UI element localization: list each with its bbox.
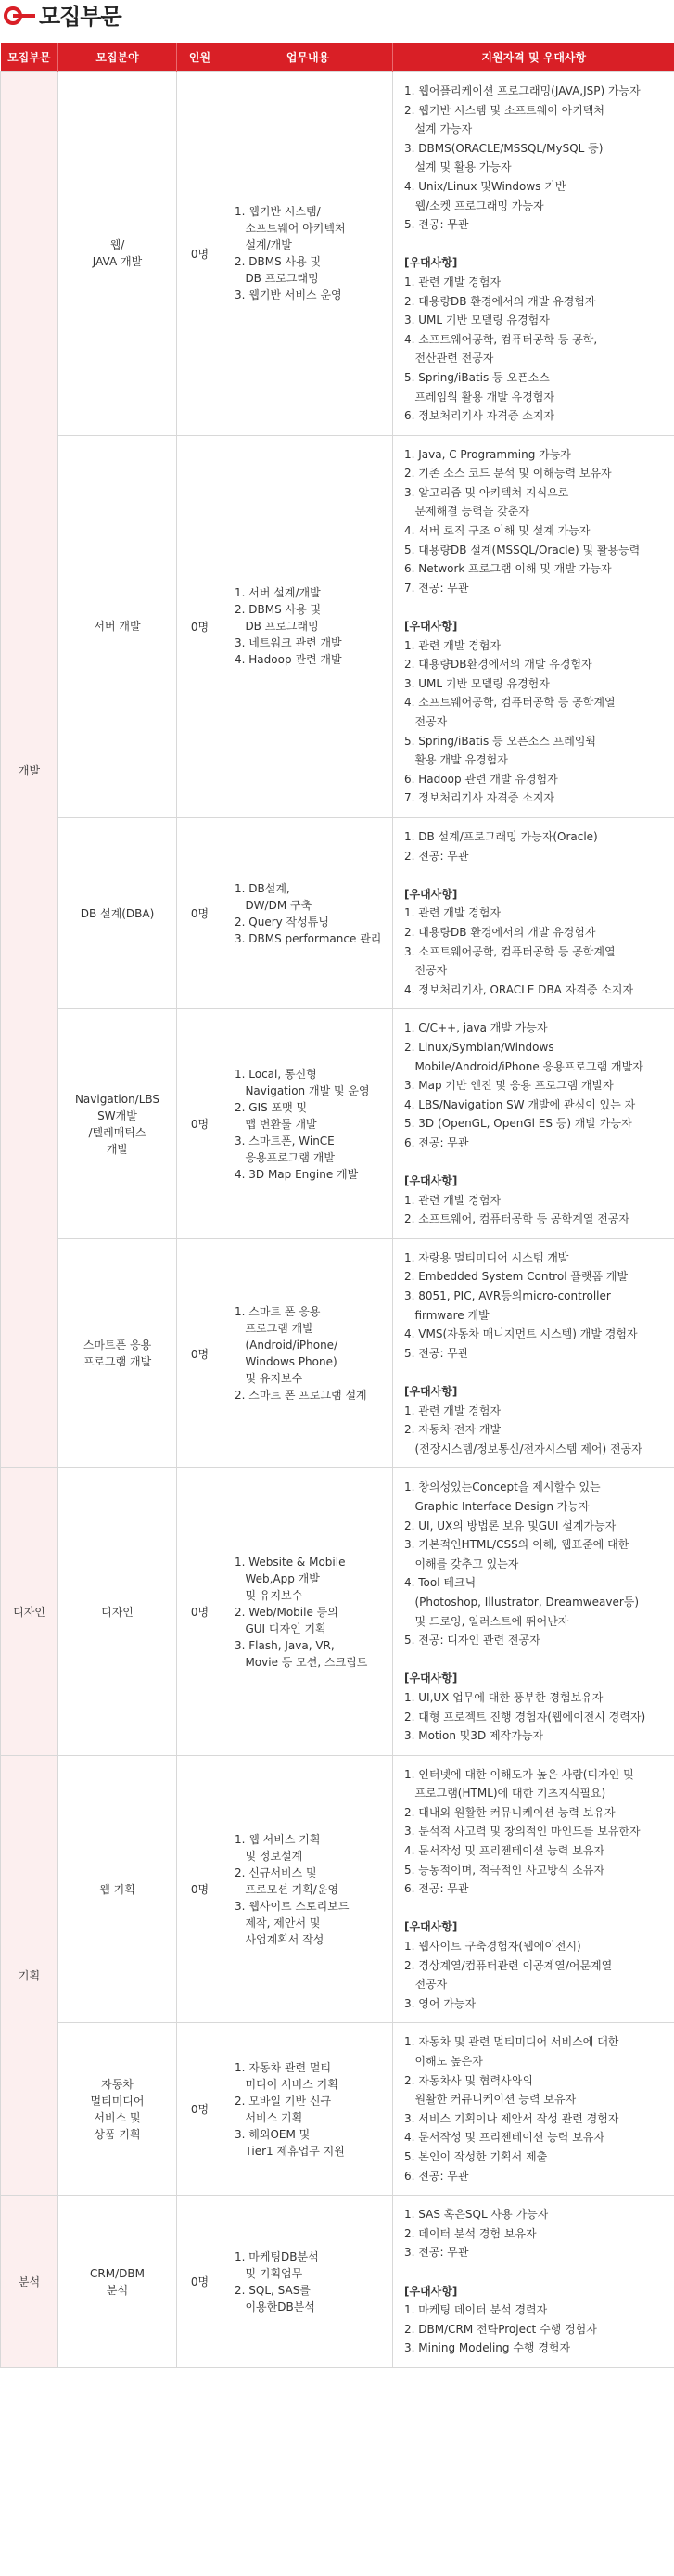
qualification-line: (Photoshop, Illustrator, Dreamweaver등) [404,1595,640,1608]
duty-line: 및 정보설계 [235,1849,303,1863]
table-row [1,1009,674,1239]
table-row [1,817,674,1008]
qualification-line: 1. 관련 개발 경험자 [404,638,502,652]
qualification-line: 6. 전공: 무관 [404,1135,469,1149]
headcount-cell: 0명 [177,435,223,817]
qualification-line: 1. 인터넷에 대한 이해도가 높은 사람(디자인 및 [404,1767,634,1781]
qualification-line: 3. UML 기반 모델링 유경험자 [404,314,550,327]
qualification-line: 6. Network 프로그램 이해 및 개발 가능자 [404,562,612,576]
field-line: 웹/ [109,238,125,252]
duties-cell [223,72,393,436]
qualification-line: 7. 정보처리기사 자격증 소지자 [404,791,554,805]
qualification-line: 프로그램(HTML)에 대한 기초지식필요) [404,1787,606,1801]
qualification-line: 1. 웹어플리케이션 프로그래밍(JAVA,JSP) 가능자 [404,84,641,97]
field-line: JAVA 개발 [92,255,143,269]
duty-line: 사업계획서 작성 [235,1932,324,1946]
section-header [0,0,674,43]
qualification-line: 1. 관련 개발 경험자 [404,1193,502,1207]
field-line: 멀티미디어 [90,2094,145,2108]
qualification-line: 2. 대용량DB 환경에서의 개발 유경험자 [404,294,596,308]
category-cell: 개발 [1,72,58,1468]
duty-line: 2. 스마트 폰 프로그램 설계 [235,1389,367,1403]
qualification-line: 2. DBM/CRM 전략Project 수행 경험자 [404,2322,597,2336]
duty-line: 및 유지보수 [235,1372,303,1386]
qualification-line: 1. 관련 개발 경험자 [404,906,502,920]
qualification-line: 1. 웹사이트 구축경험자(웹에이전시) [404,1940,581,1954]
qualification-line: 1. 창의성있는Concept을 제시할수 있는 [404,1480,601,1494]
qualification-line: (전장시스템/정보통신/전자시스템 제어) 전공자 [404,1442,642,1455]
headcount-cell: 0명 [177,1009,223,1239]
qualification-line: 설계 가능자 [404,122,473,136]
qualification-line: 프레임웍 활용 개발 유경험자 [404,390,554,404]
category-cell: 디자인 [1,1468,58,1755]
qualifications-cell [393,1755,674,2023]
qualifications-cell [393,1009,674,1239]
duty-line: 이용한DB분석 [235,2300,315,2313]
qualification-line: 전공자 [404,1978,448,1992]
qualification-line: 2. 기존 소스 코드 분석 및 이해능력 보유자 [404,467,612,481]
duty-line: 1. 웹 서비스 기획 [235,1832,321,1846]
headcount-cell: 0명 [177,817,223,1008]
qualifications-cell [393,72,674,436]
headcount-cell: 0명 [177,2023,223,2196]
category-cell: 기획 [1,1755,58,2195]
field-line: 웹 기획 [99,1882,135,1896]
category-cell: 분석 [1,2196,58,2368]
qualification-line [404,1152,665,1172]
col-header-category: 모집부문 [1,43,58,72]
field-cell [58,1755,177,2023]
table-body [1,72,674,2368]
duty-line: Movie 등 모션, 스크립트 [235,1655,368,1669]
qualification-line: 3. Mining Modeling 수행 경험자 [404,2341,571,2355]
table-row [1,2023,674,2196]
duty-line: (Android/iPhone/ [235,1339,338,1352]
qualification-line: 6. Hadoop 관련 개발 유경험자 [404,772,558,786]
duty-line: 1. 웹기반 시스템/ [235,205,321,219]
duty-line: 소프트웨어 아키텍처 [235,222,346,236]
qualification-line: 3. 기본적인HTML/CSS의 이해, 웹표준에 대한 [404,1538,629,1552]
qualification-line: 4. LBS/Navigation SW 개발에 관심이 있는 자 [404,1097,636,1111]
table-row [1,72,674,436]
preferred-heading: [우대사항] [404,1174,458,1188]
col-header-qualifications: 지원자격 및 우대사항 [393,43,674,72]
col-header-count: 인원 [177,43,223,72]
qualification-line: Mobile/Android/iPhone 응용프로그램 개발자 [404,1059,643,1073]
duty-line: Web,App 개발 [235,1571,320,1585]
qualification-line: 3. 분석적 사고력 및 창의적인 마인드를 보유한자 [404,1825,641,1839]
duty-line: 2. 신규서비스 및 [235,1865,317,1879]
qualification-line: 4. 소프트웨어공학, 컴퓨터공학 등 공학계열 [404,696,616,710]
qualification-line: 1. SAS 혹은SQL 사용 가능자 [404,2208,549,2222]
qualification-line: 2. 전공: 무관 [404,849,469,863]
preferred-heading: [우대사항] [404,1672,458,1685]
table-row [1,2196,674,2368]
page-title: 모집부문 [39,4,121,30]
field-cell [58,72,177,436]
table-row [1,1468,674,1755]
duty-line: 2. DBMS 사용 및 [235,255,322,269]
qualification-line [404,2262,665,2282]
headcount-cell: 0명 [177,2196,223,2368]
duty-line: 4. Hadoop 관련 개발 [235,653,342,667]
qualification-line: 1. 관련 개발 경험자 [404,275,502,288]
duties-cell [223,435,393,817]
qualification-line: 3. DBMS(ORACLE/MSSQL/MySQL 등) [404,141,604,155]
duties-cell [223,1238,393,1468]
qualification-line: 5. Spring/iBatis 등 오픈소스 [404,370,550,384]
duty-line: 미디어 서비스 기획 [235,2077,338,2091]
col-header-field: 모집분야 [58,43,177,72]
qualifications-cell [393,2023,674,2196]
duty-line: 3. DBMS performance 관리 [235,931,382,945]
duty-line: 1. 자동차 관련 멀티 [235,2060,332,2074]
duty-line: 및 유지보수 [235,1588,303,1602]
qualification-line: 4. 서버 로직 구조 이해 및 설계 가능자 [404,524,591,538]
qualification-line: 3. 8051, PIC, AVR등의micro-controller [404,1289,611,1303]
qualification-line: 3. 알고리즘 및 아키텍쳐 지식으로 [404,485,569,499]
duty-line: 3. 스마트폰, WinCE [235,1134,335,1147]
duty-line: 2. Query 작성튜닝 [235,915,329,929]
duty-line: 3. 웹기반 서비스 운영 [235,288,342,302]
duty-line: 3. 웹사이트 스토리보드 [235,1899,350,1913]
field-cell [58,2196,177,2368]
qualification-line: 1. DB 설계/프로그래밍 가능자(Oracle) [404,829,598,843]
preferred-heading: [우대사항] [404,2284,458,2298]
headcount-cell: 0명 [177,72,223,436]
qualification-line: 5. 전공: 무관 [404,1346,469,1360]
qualification-line [404,1899,665,1918]
qualification-line: 4. 소프트웨어공학, 컴퓨터공학 등 공학, [404,332,598,346]
field-line: 서버 개발 [94,620,141,634]
qualification-line: 2. 대내외 원활한 커뮤니케이션 능력 보유자 [404,1805,616,1819]
table-row [1,1238,674,1468]
qualification-line: 문제해결 능력을 갖춘자 [404,505,529,519]
field-cell [58,1238,177,1468]
recruitment-table [0,43,674,2368]
qualification-line: 2. 웹기반 시스템 및 소프트웨어 아키텍처 [404,103,604,117]
qualification-line: 5. 전공: 디자인 관련 전공자 [404,1634,540,1647]
qualification-line: 3. Map 기반 엔진 및 응용 프로그램 개발자 [404,1079,614,1093]
qualification-line: 5. 능동적이며, 적극적인 사고방식 소유자 [404,1863,604,1877]
qualification-line: 3. UML 기반 모델링 유경험자 [404,676,550,690]
preferred-heading: [우대사항] [404,1920,458,1934]
duty-line: 4. 3D Map Engine 개발 [235,1167,359,1181]
table-row [1,435,674,817]
qualification-line: 1. C/C++, java 개발 가능자 [404,1021,548,1035]
qualification-line: 2. 소프트웨어, 컴퓨터공학 등 공학계열 전공자 [404,1212,629,1226]
qualification-line: 전산관련 전공자 [404,352,494,365]
duty-line: 3. 해외OEM 및 [235,2127,311,2141]
duty-line: Tier1 제휴업무 지원 [235,2144,345,2158]
qualification-line: 2. 대용량DB환경에서의 개발 유경험자 [404,658,592,672]
qualification-line: 2. Embedded System Control 플랫폼 개발 [404,1270,629,1284]
qualification-line: 2. 대형 프로젝트 진행 경험자(웹에이전시 경력자) [404,1710,646,1724]
qualification-line: 1. Java, C Programming 가능자 [404,447,571,461]
qualification-line: 3. Motion 및3D 제작가능자 [404,1729,544,1743]
duty-line: 맵 변환툴 개발 [235,1117,317,1131]
col-header-duties: 업무내용 [223,43,393,72]
duty-line: Navigation 개발 및 운영 [235,1083,370,1097]
duties-cell [223,1468,393,1755]
preferred-heading: [우대사항] [404,887,458,901]
preferred-heading: [우대사항] [404,1385,458,1398]
qualification-line: 활용 개발 유경험자 [404,753,508,767]
qualification-line: 3. 서비스 기획이나 제안서 작성 관련 경험자 [404,2111,619,2125]
duty-line: 프로모션 기획/운영 [235,1882,339,1896]
qualification-line: 1. 자랑용 멀티미디어 시스템 개발 [404,1250,569,1264]
qualification-line: 원활한 커뮤니케이션 능력 보유자 [404,2093,577,2107]
qualification-line: 1. 관련 개발 경험자 [404,1403,502,1417]
duty-line: Windows Phone) [235,1355,337,1369]
qualification-line: 4. 정보처리기사, ORACLE DBA 자격증 소지자 [404,982,634,996]
field-cell [58,817,177,1008]
qualification-line: firmware 개발 [404,1308,490,1322]
field-line: SW개발 [97,1109,137,1122]
qualification-line [404,1363,665,1382]
field-cell [58,1009,177,1239]
field-line: Navigation/LBS [74,1092,160,1106]
qualification-line: 4. Unix/Linux 및Windows 기반 [404,179,566,193]
table-header-row [1,43,674,72]
field-line: 프로그램 개발 [83,1355,152,1369]
field-cell [58,435,177,817]
qualification-line: 5. 전공: 무관 [404,218,469,232]
duty-line: 3. 네트워크 관련 개발 [235,636,342,650]
duties-cell [223,817,393,1008]
bar-accent [13,14,35,18]
qualifications-cell [393,2196,674,2368]
qualification-line: 2. 자동차사 및 협력사와의 [404,2073,533,2087]
headcount-cell: 0명 [177,1755,223,2023]
qualification-line: 4. VMS(자동차 매니지먼트 시스템) 개발 경험자 [404,1327,638,1341]
qualification-line: 5. 3D (OpenGL, OpenGl ES 등) 개발 가능자 [404,1117,632,1131]
field-line: 서비스 및 [94,2110,141,2124]
duty-line: DB 프로그래밍 [235,272,319,286]
duty-line: 응용프로그램 개발 [235,1150,335,1164]
qualification-line: 1. 마케팅 데이터 분석 경력자 [404,2303,548,2317]
qualification-line [404,865,665,885]
preferred-heading: [우대사항] [404,620,458,634]
qualification-line: 6. 정보처리기사 자격증 소지자 [404,409,554,423]
duty-line: 프로그램 개발 [235,1322,313,1336]
qualification-line: 전공자 [404,715,448,728]
field-line: 상품 기획 [94,2127,141,2141]
qualification-line: 설계 및 활용 가능자 [404,160,512,174]
duties-cell [223,1009,393,1239]
duty-line: 2. GIS 포맷 및 [235,1100,308,1114]
qualification-line: 4. 문서작성 및 프리젠테이션 능력 보유자 [404,2131,604,2145]
field-line: 분석 [106,2283,129,2297]
field-line: 디자인 [101,1605,134,1619]
qualifications-cell [393,1238,674,1468]
duties-cell [223,2023,393,2196]
headcount-cell: 0명 [177,1468,223,1755]
qualifications-cell [393,817,674,1008]
qualification-line: 1. 자동차 및 관련 멀티미디어 서비스에 대한 [404,2035,619,2049]
preferred-heading: [우대사항] [404,256,458,270]
duty-line: 2. Web/Mobile 등의 [235,1605,338,1619]
duty-line: 2. DBMS 사용 및 [235,603,322,617]
duty-line: 설계/개발 [235,238,292,252]
qualifications-cell [393,1468,674,1755]
duty-line: 1. Website & Mobile [235,1555,346,1569]
duty-line: 1. 서버 설계/개발 [235,586,321,600]
qualification-line: 3. 소프트웨어공학, 컴퓨터공학 등 공학계열 [404,944,616,958]
duty-line: 서비스 기획 [235,2110,303,2124]
field-cell [58,1468,177,1755]
duty-line: 2. 모바일 기반 신규 [235,2094,332,2108]
duty-line: 1. 마케팅DB분석 [235,2249,319,2263]
qualification-line: 2. 데이터 분석 경험 보유자 [404,2226,537,2240]
qualification-line: 5. 본인이 작성한 기획서 제출 [404,2149,548,2163]
duty-line: 및 기획업무 [235,2266,303,2280]
field-line: /텔레매틱스 [88,1125,146,1139]
qualification-line: 및 드로잉, 일러스트에 뛰어난자 [404,1614,569,1628]
qualification-line: 웹/소켓 프로그래밍 가능자 [404,199,544,212]
field-line: 스마트폰 응용 [83,1339,152,1352]
duty-line: DB 프로그래밍 [235,620,319,634]
duty-line: GUI 디자인 기획 [235,1621,326,1635]
qualification-line: 7. 전공: 무관 [404,581,469,595]
qualification-line: 이해를 갖추고 있는자 [404,1557,519,1570]
duties-cell [223,2196,393,2368]
qualification-line: 3. 전공: 무관 [404,2246,469,2260]
qualification-line: 2. 자동차 전자 개발 [404,1423,502,1437]
qualification-line [404,597,665,617]
duty-line: 1. Local, 통신형 [235,1067,317,1081]
qualification-line: 이해도 높은자 [404,2055,483,2068]
qualification-line: 1. UI,UX 업무에 대한 풍부한 경험보유자 [404,1690,604,1704]
duties-cell [223,1755,393,2023]
field-line: CRM/DBM [90,2266,145,2280]
headcount-cell: 0명 [177,1238,223,1468]
qualification-line: 4. 문서작성 및 프리젠테이션 능력 보유자 [404,1844,604,1858]
duty-line: 3. Flash, Java, VR, [235,1638,335,1652]
qualification-line: 2. 대용량DB 환경에서의 개발 유경험자 [404,925,596,939]
qualifications-cell [393,435,674,817]
duty-line: 1. DB설계, [235,881,290,895]
qualification-line: 3. 영어 가능자 [404,1996,477,2010]
duty-line: 제작, 제안서 및 [235,1916,321,1929]
qualification-line: 2. UI, UX의 방법론 보유 및GUI 설계가능자 [404,1519,617,1532]
qualification-line: 6. 전공: 무관 [404,1882,469,1896]
qualification-line: 6. 전공: 무관 [404,2169,469,2183]
qualification-line: 2. Linux/Symbian/Windows [404,1040,554,1054]
qualification-line [404,235,665,254]
duty-line: 1. 스마트 폰 응용 [235,1305,321,1319]
qualification-line: 5. 대용량DB 설계(MSSQL/Oracle) 및 활용능력 [404,543,641,557]
qualification-line [404,1650,665,1670]
qualification-line: Graphic Interface Design 가능자 [404,1499,590,1513]
table-row [1,1755,674,2023]
qualification-line: 2. 경상계열/컴퓨터관련 이공계열/어문계열 [404,1958,613,1972]
field-cell [58,2023,177,2196]
field-line: DB 설계(DBA) [80,906,155,920]
field-line: 개발 [106,1142,129,1156]
qualification-line: 전공자 [404,964,448,978]
duty-line: DW/DM 구축 [235,898,312,912]
qualification-line: 5. Spring/iBatis 등 오픈소스 프레임웍 [404,734,597,748]
duty-line: 2. SQL, SAS를 [235,2283,311,2297]
field-line: 자동차 [101,2077,134,2091]
qualification-line: 4. Tool 테크닉 [404,1576,477,1590]
